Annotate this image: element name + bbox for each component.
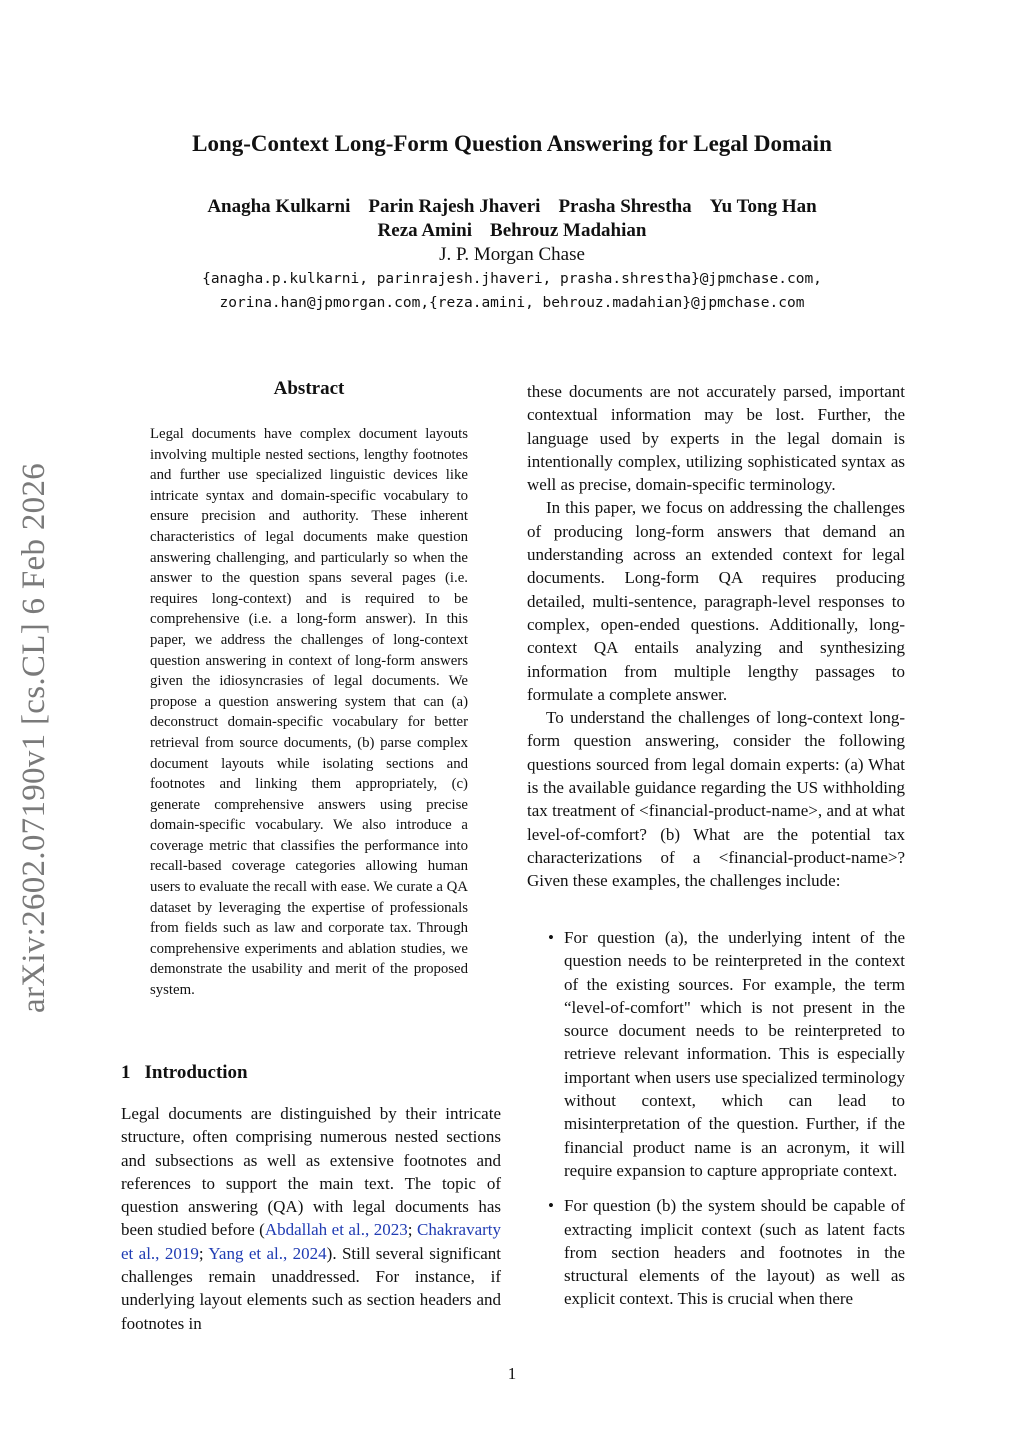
bullet-marker: • [548, 928, 554, 947]
affiliation: J. P. Morgan Chase [439, 244, 585, 265]
section-heading-introduction [121, 1062, 248, 1084]
abstract-text: Legal documents have complex document layouts involving multiple nested sections, lengthy footnotes and further use specialized linguistic devices like intricate syntax and domain-specific vocabulary to ensure precision and authority. These inherent characteristics of legal documents make question answering challenging, and particularly so when the answer to the question spans several pages (i.e. requires long-context) and is required to be comprehensive (i.e. a long-form answer). In this paper, we address the challenges of long-context question answering in context of long-form answers given the idiosyncrasies of legal documents. We propose a question answering system that can (a) deconstruct domain-specific vocabulary for better retrieval from source documents, (b) parse complex document layouts while isolating sections and footnotes and linking them appropriately, (c) generate comprehensive answers using precise domain-specific vocabulary. We also introduce a coverage metric that classifies the performance into recall-based coverage categories allowing human users to evaluate the recall with ease. We curate a QA dataset by leveraging the expertise of professionals from fields such as law and corporate tax. Through comprehensive experiments and ablation studies, we demonstrate the usability and merit of the proposed system. [150, 426, 468, 999]
section-title: Introduction [144, 1062, 248, 1083]
citation-link[interactable]: Chakravarty et al., 2019 [121, 1220, 502, 1263]
author-name: Behrouz Madahian [490, 220, 647, 241]
bullet-marker: • [548, 1196, 554, 1216]
list-item-text: For question (b) the system should be capable of extracting implicit context (such as latent facts from section headers and footnotes in the structural elements of the layout) as well as explicit context. This is crucial when there [564, 1196, 905, 1309]
author-name: Anagha Kulkarni [207, 196, 351, 217]
author-name: Prasha Shrestha [558, 196, 692, 217]
author-name: Reza Amini [377, 220, 473, 241]
intro-text: ). Still several significant challenges remain unaddressed. For instance, if underlying layout elements such as section headers and footnotes in [121, 1243, 502, 1333]
author-name: Yu Tong Han [709, 196, 817, 217]
authors-line-1 [0, 196, 1024, 218]
introduction-paragraph [121, 1102, 501, 1335]
arxiv-stamp: arXiv:2602.07190v1 [cs.CL] 6 Feb 2026 [16, 462, 52, 1013]
list-item [540, 1194, 905, 1310]
paragraph-challenges: To understand the challenges of long-context long-form question answering, consider the following questions sourced from legal domain experts: (a) What is the available guidance regarding the US withholding tax treatment of <financial-product-name>, and at what level-of-comfort? (b) What are the potential tax characterizations of a <financial-product-name>? Given these examples, the challenges include: [527, 708, 905, 891]
email-line-1: {anagha.p.kulkarni, parinrajesh.jhaveri, prasha.shrestha}@jpmchase.com, [202, 271, 822, 287]
right-column-text [527, 380, 905, 893]
citation-separator: ; [198, 1243, 209, 1263]
paper-title: Long-Context Long-Form Question Answering for Legal Domain [192, 131, 832, 156]
citation-separator: ; [407, 1220, 417, 1240]
challenges-bullet-list [540, 926, 905, 1323]
list-item-text: For question (a), the underlying intent of the question needs to be reinterpreted in the context of the existing sources. For example, the term “level-of-comfort" which is not present in the source document needs to be reinterpreted to retrieve relevant information. This is especially important when users use specialized terminology without context, which can lead to misinterpretation of the question. Further, if the financial product name is an acronym, it will require expansion to capture appropriate context. [564, 928, 905, 1180]
email-line-2: zorina.han@jpmorgan.com,{reza.amini, behrouz.madahian}@jpmchase.com [219, 295, 805, 311]
paragraph-continued: these documents are not accurately parsed, important contextual information may be lost. Further, the language used by experts in the legal domain is intentionally complex, utilizing sophisticated syntax as well as precise, domain-specific terminology. [527, 382, 905, 495]
intro-text: Legal documents are distinguished by their intricate structure, often comprising numerous nested sections and subsections as well as extensive footnotes and references to support the main text. The topic of question answering (QA) with legal documents has been studied before ( [121, 1104, 501, 1240]
list-item [540, 926, 905, 1182]
authors-line-2 [0, 220, 1024, 242]
section-number: 1 [121, 1062, 131, 1083]
paragraph-focus: In this paper, we focus on addressing the challenges of producing long-form answers that demand an understanding across an extended context for legal documents. Long-form QA requires producing detailed, multi-sentence, paragraph-level responses to complex, open-ended questions. Additionally, long-context QA entails analyzing and synthesizing information from multiple lengthy passages to formulate a complete answer. [527, 498, 905, 704]
page-number: 1 [507, 1364, 517, 1383]
citation-link[interactable]: Abdallah et al., 2023 [264, 1220, 408, 1240]
author-name: Parin Rajesh Jhaveri [368, 196, 541, 217]
citation-link[interactable]: Yang et al., 2024 [208, 1243, 327, 1263]
abstract-heading: Abstract [273, 378, 345, 399]
